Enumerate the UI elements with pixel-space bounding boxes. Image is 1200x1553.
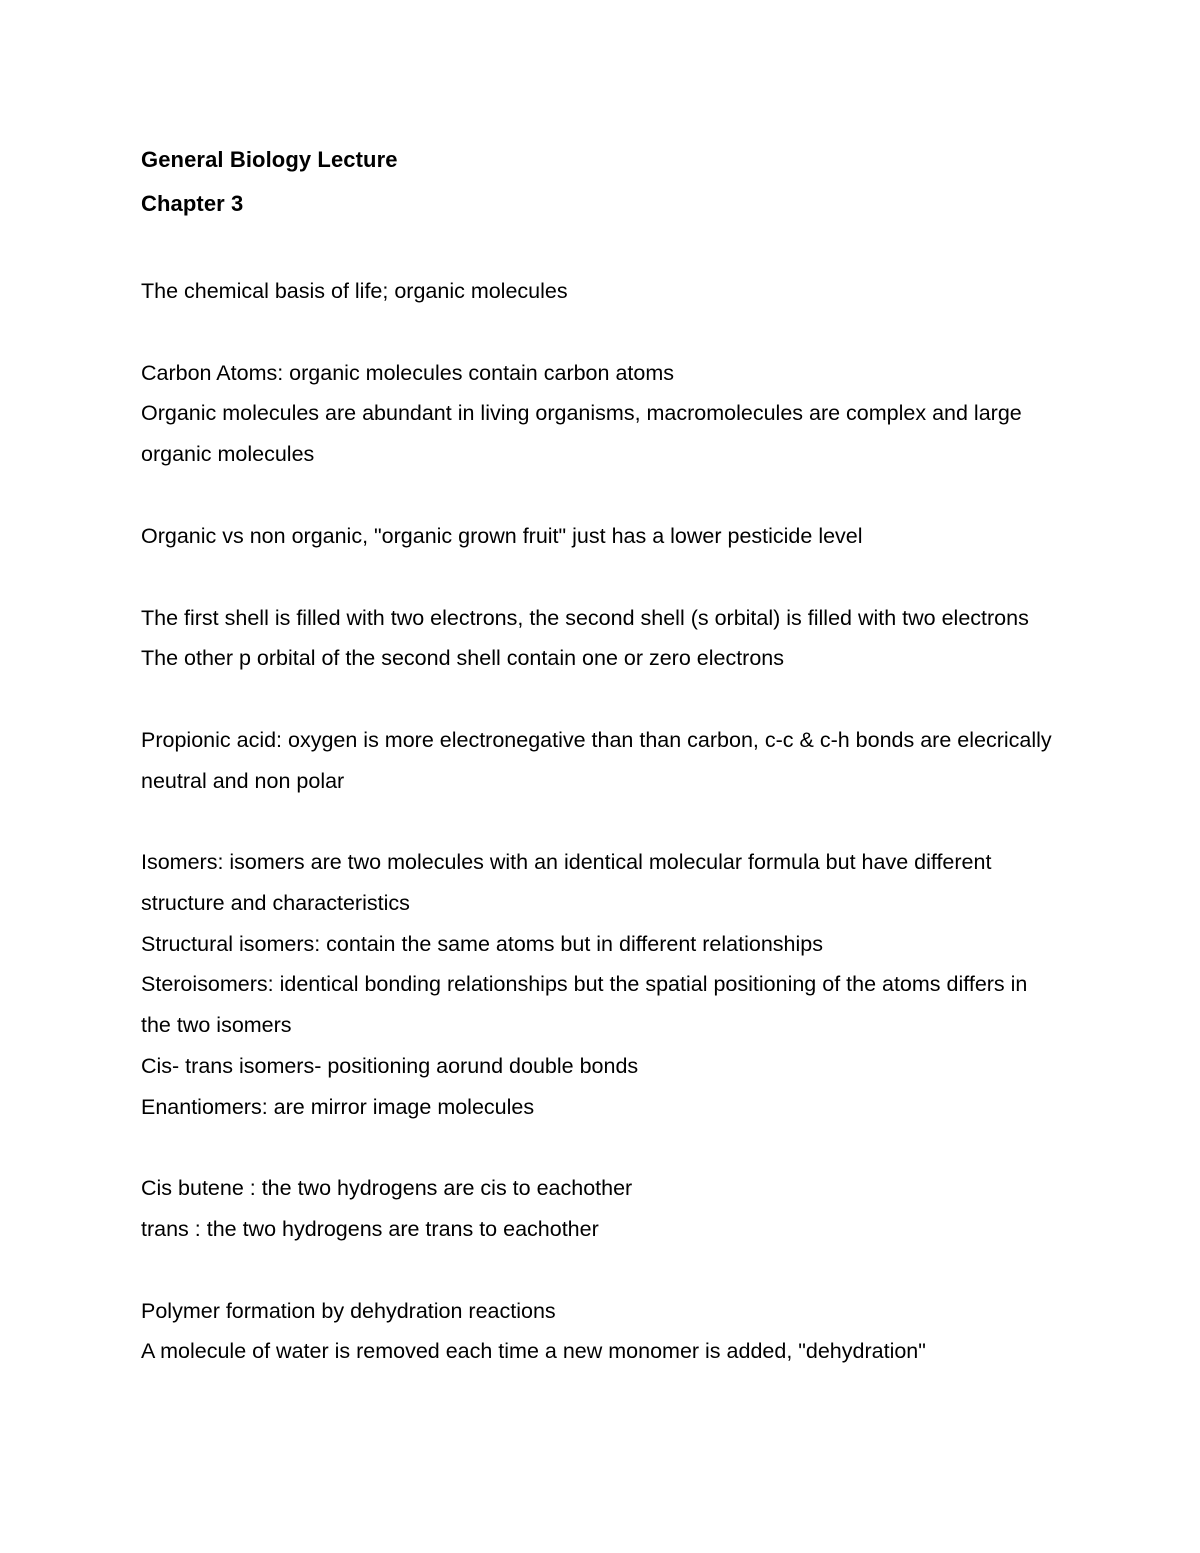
paragraph-line: trans : the two hydrogens are trans to eachother (141, 1216, 599, 1241)
spacer (141, 226, 1061, 271)
document-body (141, 138, 1061, 1372)
spacer (141, 679, 1061, 720)
spacer (141, 801, 1061, 842)
paragraph-line: The first shell is filled with two electrons, the second shell (s orbital) is filled with two electrons (141, 605, 1029, 630)
paragraph-line: Organic molecules are abundant in living organisms, macromolecules are complex and large organic molecules (141, 401, 1022, 467)
paragraph-line: Cis butene : the two hydrogens are cis to eachother (141, 1176, 633, 1201)
spacer (141, 557, 1061, 598)
document-subtitle: The chemical basis of life; organic molecules (141, 279, 568, 303)
paragraph-line: A molecule of water is removed each time a new monomer is added, "dehydration" (141, 1339, 926, 1364)
chapter-heading: Chapter 3 (141, 191, 244, 216)
spacer (141, 312, 1061, 353)
paragraph-line: Carbon Atoms: organic molecules contain carbon atoms (141, 360, 674, 385)
spacer (141, 1127, 1061, 1168)
paragraph-line: The other p orbital of the second shell contain one or zero electrons (141, 646, 784, 671)
paragraph-line: Isomers: isomers are two molecules with an identical molecular formula but have different structure and characteristics (141, 850, 992, 916)
paragraph-line: Organic vs non organic, "organic grown fruit" just has a lower pesticide level (141, 523, 863, 548)
paragraph-line: Enantiomers: are mirror image molecules (141, 1094, 535, 1119)
paragraph-line: Structural isomers: contain the same atoms but in different relationships (141, 931, 823, 956)
paragraph-line: Propionic acid: oxygen is more electronegative than than carbon, c-c & c-h bonds are elecrically neutral and non polar (141, 727, 1052, 793)
spacer (141, 1250, 1061, 1291)
document-title: General Biology Lecture (141, 147, 398, 172)
spacer (141, 475, 1061, 516)
paragraph-line: Steroisomers: identical bonding relationships but the spatial positioning of the atoms differs in the two isomers (141, 972, 1028, 1038)
paragraph-line: Polymer formation by dehydration reactions (141, 1298, 556, 1323)
paragraph-line: Cis- trans isomers- positioning aorund double bonds (141, 1053, 639, 1078)
